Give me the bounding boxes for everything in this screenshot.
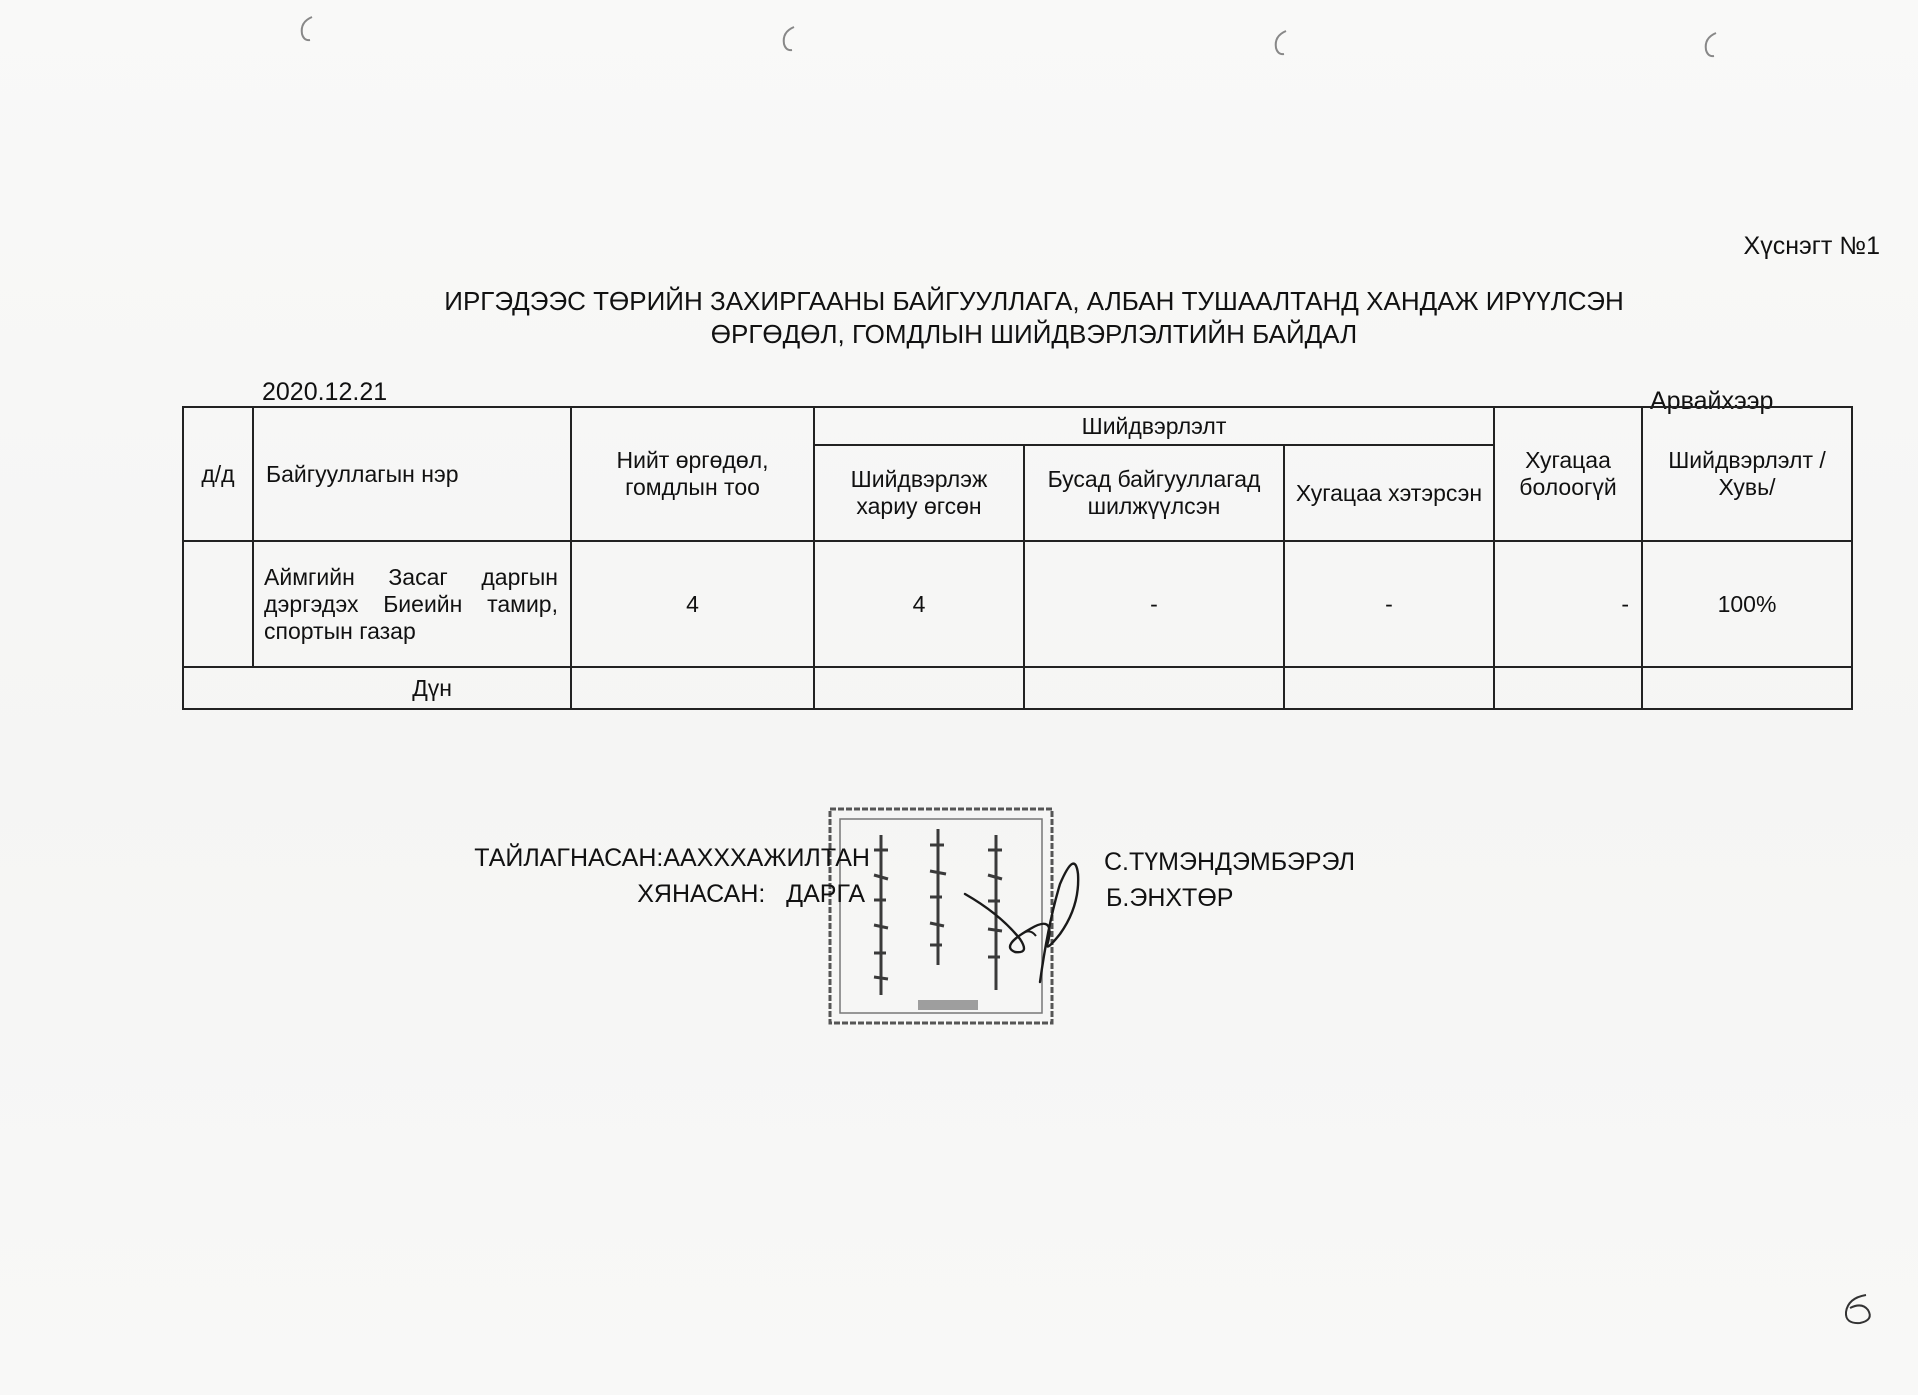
report-table: [182, 406, 1853, 710]
total-row-label: Дүн: [183, 667, 571, 709]
prepared-by-label: ТАЙЛАГНАСАН:ААХХХАЖИЛТАН: [474, 844, 870, 872]
header-org: Байгууллагын нэр: [253, 407, 571, 541]
table-header-row-1: [183, 407, 1852, 445]
total-cell: [814, 667, 1024, 709]
total-cell: [1284, 667, 1494, 709]
punch-hole-mark: [1700, 30, 1722, 60]
cell-org: Аймгийн Засаг даргын дэргэдэх Биеийн тамир, спортын газар: [253, 541, 571, 667]
header-resolution: Шийдвэрлэлт: [814, 407, 1494, 445]
header-answered: Шийдвэрлэж хариу өгсөн: [814, 445, 1024, 541]
handwritten-page-mark: [1836, 1290, 1886, 1330]
header-transferred: Бусад байгууллагад шилжүүлсэн: [1024, 445, 1284, 541]
header-no: д/д: [183, 407, 253, 541]
cell-answered: 4: [814, 541, 1024, 667]
reviewed-by-name: Б.ЭНХТӨР: [1106, 884, 1234, 912]
punch-hole-mark: [1270, 28, 1292, 58]
report-place: Арвайхээр: [1650, 387, 1774, 415]
total-cell: [1024, 667, 1284, 709]
punch-hole-mark: [296, 14, 318, 44]
cell-no: [183, 541, 253, 667]
cell-total: 4: [571, 541, 814, 667]
punch-hole-mark: [778, 24, 800, 54]
header-rate: Шийдвэрлэлт /Хувь/: [1642, 407, 1852, 541]
header-overdue: Хугацаа хэтэрсэн: [1284, 445, 1494, 541]
title-line-2: ӨРГӨДӨЛ, ГОМДЛЫН ШИЙДВЭРЛЭЛТИЙН БАЙДАЛ: [710, 319, 1358, 349]
cell-transferred: -: [1024, 541, 1284, 667]
header-not-due: Хугацаа болоогүй: [1494, 407, 1642, 541]
prepared-by-name: С.ТҮМЭНДЭМБЭРЭЛ: [1104, 848, 1356, 876]
cell-not-due: -: [1494, 541, 1642, 667]
cell-rate: 100%: [1642, 541, 1852, 667]
report-date: 2020.12.21: [262, 378, 388, 406]
cell-overdue: -: [1284, 541, 1494, 667]
table-total-row: [183, 667, 1852, 709]
total-cell: [1642, 667, 1852, 709]
table-row: [183, 541, 1852, 667]
total-cell: [571, 667, 814, 709]
reviewed-by-label: ХЯНАСАН: ДАРГА: [637, 880, 865, 908]
title-line-1: ИРГЭДЭЭС ТӨРИЙН ЗАХИРГААНЫ БАЙГУУЛЛАГА, АЛБАН ТУШААЛТАНД ХАНДАЖ ИРҮҮЛСЭН: [444, 286, 1624, 316]
appendix-label: Хүснэгт №1: [1743, 232, 1880, 260]
handwritten-signature: [960, 834, 1110, 984]
header-total: Нийт өргөдөл, гомдлын тоо: [571, 407, 814, 541]
document-title: [0, 285, 1918, 351]
total-cell: [1494, 667, 1642, 709]
